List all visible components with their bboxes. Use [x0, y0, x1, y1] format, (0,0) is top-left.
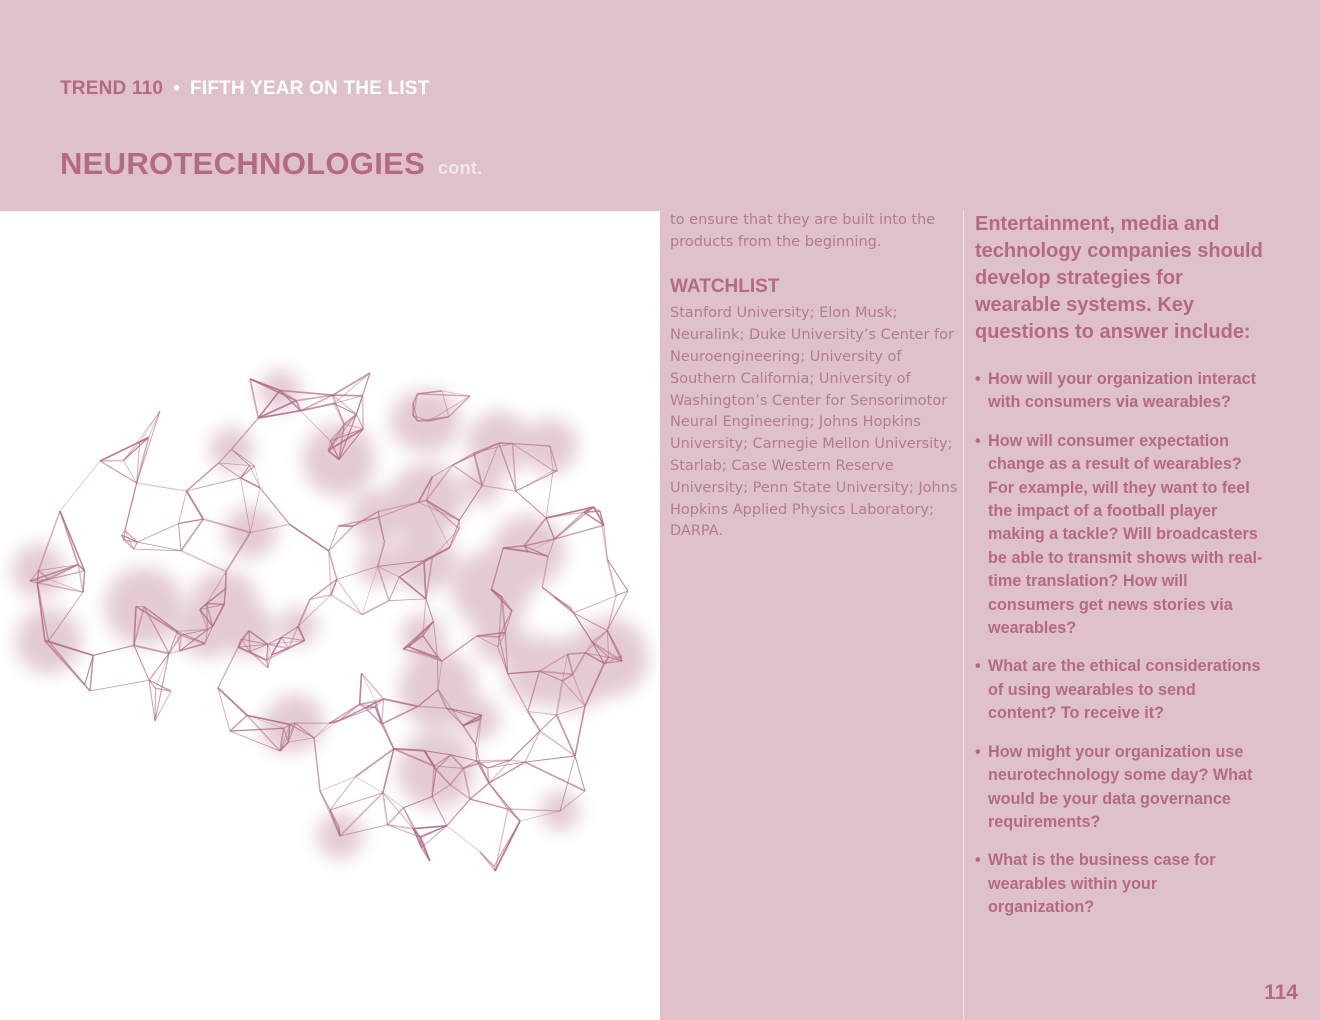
brain-wire-line	[90, 680, 149, 691]
brain-wire-line	[100, 461, 137, 483]
brain-wire-line	[60, 511, 85, 571]
brain-wire-line	[404, 808, 420, 837]
brain-wire-line	[447, 826, 480, 852]
page-number: 114	[1264, 981, 1298, 1004]
brain-wire-line	[528, 711, 557, 714]
trend-kicker	[60, 78, 430, 100]
brain-wire-line	[241, 478, 260, 488]
strategy-lead-text: Entertainment, media and technology companies should develop strategies for wearable systems. Key questions to answer include:	[975, 213, 1263, 343]
brain-wire-line	[470, 783, 489, 799]
brain-wire-line	[83, 571, 85, 592]
brain-wire-line	[124, 411, 160, 460]
brain-wire-line	[329, 526, 353, 551]
brain-wire-line	[382, 699, 384, 724]
brain-wire-line	[388, 825, 414, 829]
middle-column	[670, 210, 958, 543]
brain-wire-line	[516, 491, 546, 518]
brain-wire-line	[525, 762, 585, 791]
title-continued-label: cont.	[438, 158, 483, 178]
brain-wire-line	[337, 579, 362, 614]
brain-wire-line	[179, 523, 181, 550]
bullet-icon: •	[975, 742, 981, 761]
brain-wire-line	[510, 760, 525, 762]
brain-wire-line	[388, 808, 404, 825]
brain-wire-line	[510, 731, 540, 760]
question-text: How will consumer expectation change as a result of wearables? For example, will they want to feel the impact of a football player making a tackle? Will broadcasters be able to transmit shows with real-time translation? How will consumers get news stories via wearables?	[988, 431, 1263, 638]
brain-wire-line	[450, 529, 460, 548]
list-item	[975, 655, 1267, 725]
bullet-icon: •	[975, 370, 981, 388]
brain-wire-line	[575, 706, 585, 756]
brain-wire-line	[254, 466, 260, 488]
list-item	[975, 430, 1267, 641]
brain-wire-line	[516, 471, 557, 491]
brain-wire-line	[134, 542, 138, 549]
brain-wire-line	[528, 711, 540, 731]
brain-wire-line	[206, 604, 224, 605]
brain-wire-line	[179, 491, 187, 523]
brain-wire-line	[480, 852, 494, 867]
watchlist-heading: WATCHLIST	[670, 275, 780, 297]
brain-wire-line	[540, 715, 557, 731]
bullet-icon: •	[975, 657, 981, 676]
brain-wire-line	[137, 483, 187, 491]
brain-wire-line	[301, 404, 334, 411]
brain-wire-line	[360, 673, 362, 704]
brain-wire-line	[218, 688, 247, 716]
brain-wire-line	[314, 738, 320, 791]
brain-wire-line	[268, 644, 289, 648]
brain-wire-line	[93, 645, 134, 655]
brain-wire-line	[125, 483, 137, 531]
brain-wire-line	[155, 653, 169, 688]
brain-wire-line	[181, 551, 226, 572]
brain-wire-line	[181, 519, 203, 551]
page-title-text: NEUROTECHNOLOGIES	[60, 146, 426, 181]
brain-wire-line	[389, 599, 426, 601]
brain-wire-line	[575, 756, 585, 791]
brain-wire-line	[329, 704, 359, 723]
kicker-separator: •	[173, 78, 181, 99]
question-text: What are the ethical considerations of using wearables to send content? To receive it?	[988, 657, 1261, 723]
brain-wire-line	[525, 731, 540, 762]
column-divider	[963, 211, 964, 1020]
brain-wire-line	[60, 461, 100, 511]
bullet-icon: •	[975, 431, 981, 450]
brain-wire-line	[546, 471, 553, 518]
continued-paragraph: to ensure that they are built into the products from the beginning.	[670, 212, 936, 250]
brain-illustration-panel	[0, 211, 660, 1020]
list-item	[975, 849, 1267, 919]
list-item	[975, 741, 1267, 835]
wireframe-brain-icon	[0, 211, 660, 1020]
brain-wire-line	[333, 395, 363, 396]
page-title	[60, 146, 483, 182]
brain-wire-line	[155, 691, 171, 721]
brain-wire-line	[499, 443, 513, 444]
brain-wire-line	[554, 597, 570, 608]
brain-wire-line	[574, 591, 628, 613]
brain-wire-line	[100, 460, 124, 461]
brain-wire-line	[607, 560, 616, 596]
brain-wire-line	[362, 396, 363, 429]
bullet-icon: •	[975, 851, 981, 870]
brain-wire-line	[134, 645, 169, 653]
list-item	[975, 368, 1267, 415]
brain-wire-line	[356, 396, 362, 415]
trend-number: TREND 110	[60, 78, 164, 99]
brain-wire-line	[230, 715, 247, 731]
right-column	[975, 211, 1267, 935]
brain-wire-line	[494, 821, 520, 866]
brain-wire-line	[290, 524, 329, 551]
brain-wire-line	[495, 821, 520, 871]
question-text: How will your organization interact with consumers via wearables?	[988, 370, 1257, 412]
question-text: What is the business case for wearables within your organization?	[988, 851, 1216, 917]
brain-wire-line	[476, 760, 510, 761]
watchlist-paragraph: Stanford University; Elon Musk; Neuralink; Duke University’s Center for Neuroengineering; University of Southern California; University of Washington’s Center for Sensorimotor Neural Engineering; Johns Hopkins University; Carnegie Mellon University; Starlab; Case Western Reserve University; Penn State University; Johns Hopkins Applied Physics Laboratory; DARPA.	[670, 305, 958, 540]
brain-wire-line	[137, 523, 178, 542]
brain-wire-line	[525, 756, 575, 762]
question-text: How might your organization use neurotechnology some day? What would be your data governance requirements?	[988, 742, 1253, 831]
brain-wire-line	[250, 379, 258, 418]
brain-wire-line	[356, 777, 383, 793]
brain-wire-line	[187, 491, 204, 519]
brain-wire-line	[331, 595, 362, 615]
brain-wire-line	[134, 645, 149, 680]
brain-wire-line	[85, 685, 90, 691]
key-questions-list	[975, 368, 1267, 920]
trend-year-label: FIFTH YEAR ON THE LIST	[190, 78, 430, 99]
brain-wire-line	[421, 826, 446, 848]
brain-wire-line	[334, 404, 344, 425]
brain-wire-line	[516, 471, 553, 492]
